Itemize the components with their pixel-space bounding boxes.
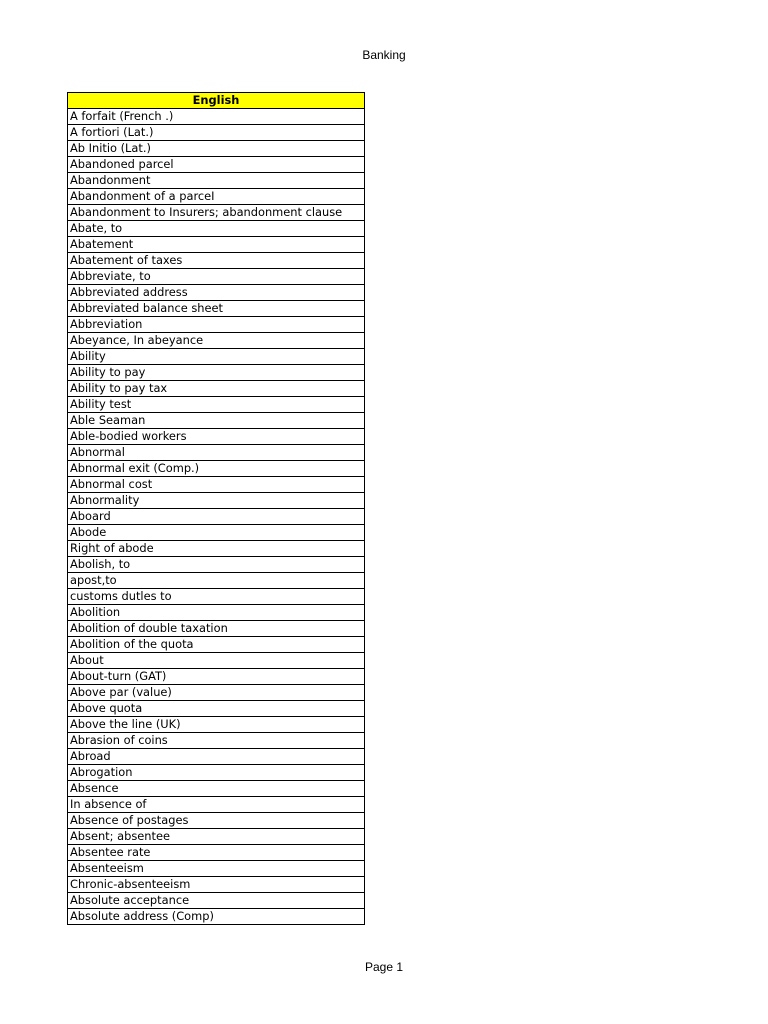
- table-cell-term[interactable]: Absolute acceptance: [68, 893, 365, 909]
- table-row: [68, 589, 365, 605]
- table-cell-term[interactable]: Abandoned parcel: [68, 157, 365, 173]
- page-header-title: Banking: [362, 48, 406, 62]
- table-row: [68, 637, 365, 653]
- table-cell-term[interactable]: Abroad: [68, 749, 365, 765]
- table-cell-term[interactable]: Abate, to: [68, 221, 365, 237]
- table-row: [68, 525, 365, 541]
- table-row: [68, 621, 365, 637]
- table-row: [68, 173, 365, 189]
- table-row: [68, 509, 365, 525]
- table-cell-term[interactable]: Abeyance, In abeyance: [68, 333, 365, 349]
- table-cell-term[interactable]: Absenteeism: [68, 861, 365, 877]
- table-row: [68, 733, 365, 749]
- table-row: [68, 349, 365, 365]
- table-cell-term[interactable]: customs dutles to: [68, 589, 365, 605]
- table-row: [68, 797, 365, 813]
- table-row: [68, 573, 365, 589]
- table-row: [68, 205, 365, 221]
- table-row: [68, 781, 365, 797]
- table-row: [68, 845, 365, 861]
- table-row: [68, 141, 365, 157]
- table-row: [68, 413, 365, 429]
- table-cell-term[interactable]: Abrogation: [68, 765, 365, 781]
- table-row: [68, 333, 365, 349]
- table-cell-term[interactable]: Able-bodied workers: [68, 429, 365, 445]
- table-row: [68, 877, 365, 893]
- table-row: [68, 909, 365, 925]
- table-row: [68, 765, 365, 781]
- table-cell-term[interactable]: Abatement: [68, 237, 365, 253]
- table-cell-term[interactable]: Abrasion of coins: [68, 733, 365, 749]
- table-cell-term[interactable]: Above quota: [68, 701, 365, 717]
- table-cell-term[interactable]: Abolition of the quota: [68, 637, 365, 653]
- table-cell-term[interactable]: Abolition: [68, 605, 365, 621]
- table-cell-term[interactable]: Above par (value): [68, 685, 365, 701]
- table-row: [68, 477, 365, 493]
- table-row: [68, 669, 365, 685]
- table-cell-term[interactable]: Abbreviation: [68, 317, 365, 333]
- table-cell-term[interactable]: Chronic-absenteeism: [68, 877, 365, 893]
- table-cell-term[interactable]: A forfait (French .): [68, 109, 365, 125]
- table-cell-term[interactable]: Abbreviate, to: [68, 269, 365, 285]
- table-cell-term[interactable]: Abandonment: [68, 173, 365, 189]
- table-cell-term[interactable]: Abnormality: [68, 493, 365, 509]
- table-row: [68, 157, 365, 173]
- table-cell-term[interactable]: Abandonment of a parceI: [68, 189, 365, 205]
- table-cell-term[interactable]: Abbreviated balance sheet: [68, 301, 365, 317]
- table-row: [68, 237, 365, 253]
- table-cell-term[interactable]: Abbreviated address: [68, 285, 365, 301]
- table-row: [68, 893, 365, 909]
- page-number: Page 1: [364, 960, 404, 974]
- table-cell-term[interactable]: Abolish, to: [68, 557, 365, 573]
- table-row: [68, 717, 365, 733]
- table-row: [68, 397, 365, 413]
- table-cell-term[interactable]: Ability to pay: [68, 365, 365, 381]
- table-row: [68, 829, 365, 845]
- table-row: [68, 189, 365, 205]
- table-cell-term[interactable]: Able Seaman: [68, 413, 365, 429]
- table-cell-term[interactable]: Above the line (UK): [68, 717, 365, 733]
- table-cell-term[interactable]: Absent; absentee: [68, 829, 365, 845]
- table-cell-term[interactable]: Absence of postages: [68, 813, 365, 829]
- table-row: [68, 221, 365, 237]
- table-cell-term[interactable]: Ability: [68, 349, 365, 365]
- table-cell-term[interactable]: Abnormal exit (Comp.): [68, 461, 365, 477]
- table-cell-term[interactable]: Ability test: [68, 397, 365, 413]
- table-cell-term[interactable]: About-turn (GAT): [68, 669, 365, 685]
- table-row: [68, 557, 365, 573]
- table-row: [68, 109, 365, 125]
- table-cell-term[interactable]: Absentee rate: [68, 845, 365, 861]
- table-row: [68, 285, 365, 301]
- table-row: [68, 269, 365, 285]
- table-cell-term[interactable]: Ab Initio (Lat.): [68, 141, 365, 157]
- table-row: [68, 493, 365, 509]
- table-row: [68, 653, 365, 669]
- table-cell-term[interactable]: About: [68, 653, 365, 669]
- table-row: [68, 253, 365, 269]
- table-cell-term[interactable]: Abode: [68, 525, 365, 541]
- column-header-english: English: [68, 93, 365, 109]
- table-row: [68, 445, 365, 461]
- table-cell-term[interactable]: Abandonment to Insurers; abandonment clause: [68, 205, 365, 221]
- table-cell-term[interactable]: Aboard: [68, 509, 365, 525]
- table-row: [68, 301, 365, 317]
- table-row: [68, 749, 365, 765]
- table-row: [68, 605, 365, 621]
- table-cell-term[interactable]: apost,to: [68, 573, 365, 589]
- table-cell-term[interactable]: Absence: [68, 781, 365, 797]
- table-cell-term[interactable]: Abolition of double taxation: [68, 621, 365, 637]
- table-body: [68, 109, 365, 925]
- table-cell-term[interactable]: A fortiori (Lat.): [68, 125, 365, 141]
- table-row: [68, 365, 365, 381]
- table-row: [68, 461, 365, 477]
- table-row: [68, 381, 365, 397]
- glossary-table: [67, 92, 365, 925]
- table-row: [68, 317, 365, 333]
- table-cell-term[interactable]: Right of abode: [68, 541, 365, 557]
- table-header-row: [68, 93, 365, 109]
- table-row: [68, 685, 365, 701]
- table-cell-term[interactable]: Abnormal cost: [68, 477, 365, 493]
- table-row: [68, 861, 365, 877]
- table-row: [68, 429, 365, 445]
- table-row: [68, 125, 365, 141]
- table-cell-term[interactable]: In absence of: [68, 797, 365, 813]
- table-cell-term[interactable]: Absolute address (Comp): [68, 909, 365, 925]
- table-cell-term[interactable]: Abatement of taxes: [68, 253, 365, 269]
- table-cell-term[interactable]: Ability to pay tax: [68, 381, 365, 397]
- table-row: [68, 541, 365, 557]
- table-row: [68, 701, 365, 717]
- table-cell-term[interactable]: Abnormal: [68, 445, 365, 461]
- table-row: [68, 813, 365, 829]
